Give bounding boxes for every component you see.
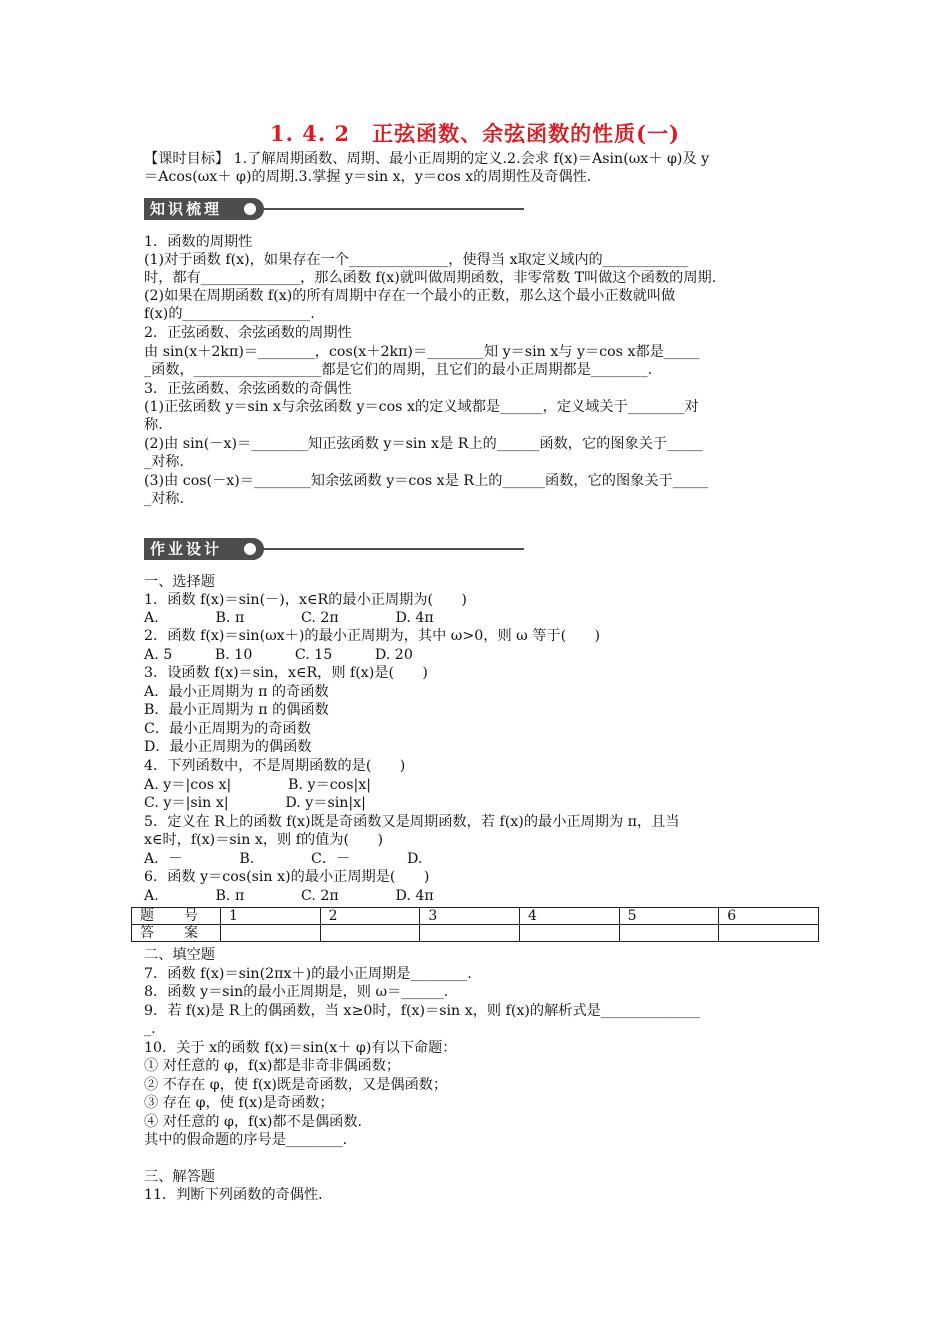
answer-cell[interactable] — [719, 925, 819, 942]
question-line: 三、解答题 — [144, 1169, 215, 1185]
knowledge-line: _对称. — [144, 454, 184, 470]
question-line: 6．函数 y＝cos(sin x)的最小正周期是( ) — [144, 869, 430, 885]
section-header-homework — [144, 538, 529, 560]
section-label: 知识梳理 — [144, 198, 264, 220]
table-row — [132, 925, 819, 942]
bullet-dot-icon — [244, 203, 256, 215]
knowledge-line: 2．正弦函数、余弦函数的周期性 — [144, 325, 352, 341]
question-line: 10．关于 x的函数 f(x)＝sin(x＋ φ)有以下命题： — [144, 1040, 457, 1056]
section-rule — [262, 548, 524, 550]
section-header-knowledge — [144, 198, 529, 220]
question-line: A．－ B. C．－ D. — [144, 851, 423, 867]
question-line: 8．函数 y＝sin的最小正周期是，则 ω＝______. — [144, 984, 449, 1000]
question-number-cell: 3 — [420, 908, 520, 925]
question-line: A. y＝|cos x| B. y＝cos|x| — [144, 777, 372, 793]
question-line: 一、选择题 — [144, 574, 215, 590]
question-number-cell: 6 — [719, 908, 819, 925]
table-header-cell: 题 号 — [132, 908, 221, 925]
question-line: 5．定义在 R上的函数 f(x)既是奇函数又是周期函数，若 f(x)的最小正周期为 π，且当 — [144, 814, 680, 830]
question-line: 1．函数 f(x)＝sin(－)，x∈R的最小正周期为( ) — [144, 592, 467, 608]
question-line: ④ 对任意的 φ，f(x)都不是偶函数. — [144, 1114, 363, 1130]
knowledge-line: 时，都有______________，那么函数 f(x)就叫做周期函数，非零常数 T叫做这个函数的周期. — [144, 270, 717, 286]
knowledge-line: _对称. — [144, 491, 184, 507]
question-line: 其中的假命题的序号是________. — [144, 1132, 348, 1148]
question-number-cell: 1 — [221, 908, 321, 925]
knowledge-line: (1)正弦函数 y＝sin x与余弦函数 y＝cos x的定义域都是______，定义域关于________对 — [144, 399, 699, 415]
question-line: A. 5 B. 10 C. 15 D. 20 — [144, 647, 413, 663]
question-line: 2．函数 f(x)＝sin(ωx＋)的最小正周期为，其中 ω>0，则 ω 等于( ) — [144, 628, 601, 644]
knowledge-line: (2)如果在周期函数 f(x)的所有周期中存在一个最小的正数，那么这个最小正数就叫做 — [144, 288, 676, 304]
question-line: 3．设函数 f(x)＝sin，x∈R，则 f(x)是( ) — [144, 665, 428, 681]
question-line: ③ 存在 φ，使 f(x)是奇函数； — [144, 1095, 334, 1111]
knowledge-line: _函数，__________________都是它们的周期，且它们的最小正周期都是________. — [144, 362, 653, 378]
question-line: B．最小正周期为 π 的偶函数 — [144, 702, 329, 718]
answer-cell[interactable] — [519, 925, 619, 942]
question-line: 7．函数 f(x)＝sin(2πx＋)的最小正周期是________. — [144, 966, 472, 982]
question-line: x∈时，f(x)＝sin x，则 f的值为( ) — [144, 832, 383, 848]
answer-cell[interactable] — [420, 925, 520, 942]
question-number-cell: 2 — [320, 908, 420, 925]
page-title: 1. 4. 2 正弦函数、余弦函数的性质(一) — [270, 121, 680, 146]
question-line: A. B. π C. 2π D. 4π — [144, 610, 434, 626]
table-header-cell: 答 案 — [132, 925, 221, 942]
question-number-cell: 4 — [519, 908, 619, 925]
objectives-line: 【课时目标】 1.了解周期函数、周期、最小正周期的定义.2.会求 f(x)＝Asin(ωx＋ φ)及 y — [144, 151, 710, 167]
question-line: D．最小正周期为的偶函数 — [144, 739, 312, 755]
question-line: C．最小正周期为的奇函数 — [144, 721, 311, 737]
question-line: ② 不存在 φ，使 f(x)既是奇函数，又是偶函数； — [144, 1077, 448, 1093]
question-line: 二、填空题 — [144, 947, 215, 963]
knowledge-line: f(x)的__________________. — [144, 306, 315, 322]
question-line: C. y＝|sin x| D. y＝sin|x| — [144, 795, 366, 811]
question-line: ① 对任意的 φ，f(x)都是非奇非偶函数； — [144, 1058, 401, 1074]
objectives-line: ＝Acos(ωx＋ φ)的周期.3.掌握 y＝sin x，y＝cos x的周期性及奇偶性. — [144, 169, 592, 185]
question-line: A. B. π C. 2π D. 4π — [144, 888, 434, 904]
knowledge-line: 1．函数的周期性 — [144, 234, 253, 250]
knowledge-line: (1)对于函数 f(x)，如果存在一个______________，使得当 x取定义域内的____________ — [144, 252, 688, 268]
question-line: _. — [144, 1021, 156, 1037]
knowledge-line: 由 sin(x＋2kπ)＝________，cos(x＋2kπ)＝________知 y＝sin x与 y＝cos x都是_____ — [144, 344, 700, 360]
question-number-cell: 5 — [619, 908, 719, 925]
question-line: 4．下列函数中，不是周期函数的是( ) — [144, 758, 406, 774]
bullet-dot-icon — [244, 543, 256, 555]
table-row — [132, 908, 819, 925]
question-line: 11．判断下列函数的奇偶性. — [144, 1187, 323, 1203]
section-label: 作业设计 — [144, 538, 264, 560]
knowledge-line: 3．正弦函数、余弦函数的奇偶性 — [144, 381, 352, 397]
knowledge-line: 称. — [144, 417, 163, 433]
section-rule — [262, 208, 524, 210]
question-line: A．最小正周期为 π 的奇函数 — [144, 684, 329, 700]
knowledge-line: (3)由 cos(－x)＝________知余弦函数 y＝cos x是 R上的______函数，它的图象关于_____ — [144, 473, 709, 489]
knowledge-line: (2)由 sin(－x)＝________知正弦函数 y＝sin x是 R上的______函数，它的图象关于_____ — [144, 436, 703, 452]
answer-cell[interactable] — [320, 925, 420, 942]
question-line: 9．若 f(x)是 R上的偶函数，当 x≥0时，f(x)＝sin x，则 f(x)的解析式是______________ — [144, 1003, 701, 1019]
answer-cell[interactable] — [221, 925, 321, 942]
answer-table — [131, 907, 819, 942]
answer-cell[interactable] — [619, 925, 719, 942]
